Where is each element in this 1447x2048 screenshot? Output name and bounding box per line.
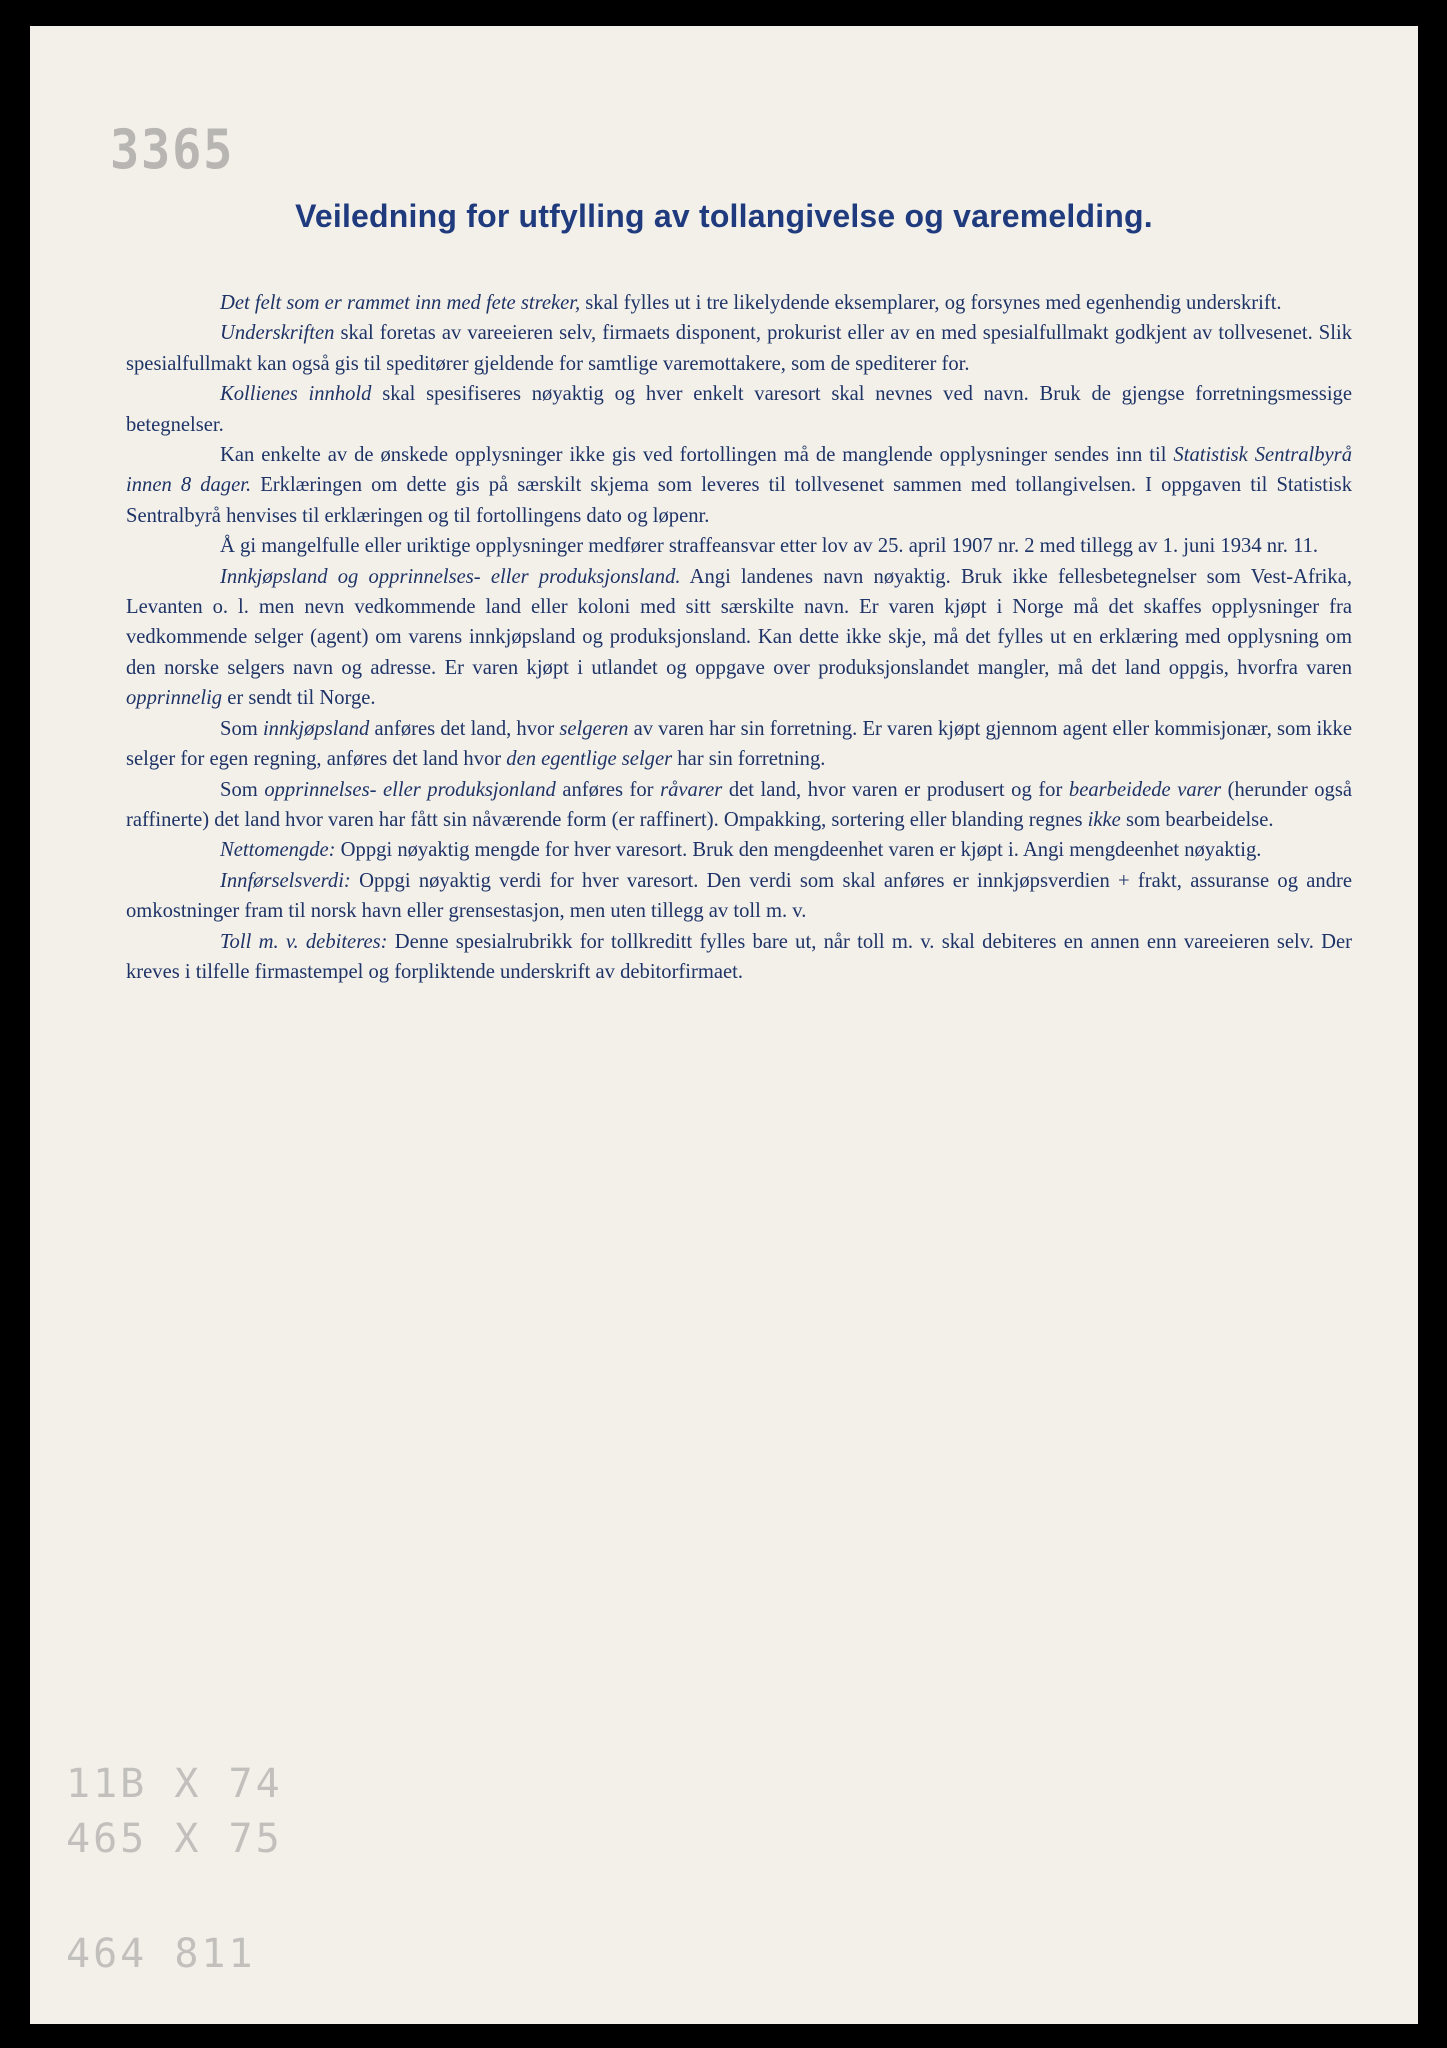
paragraph-text: Denne spesialrubrikk for tollkreditt fylles bare ut, når toll m. v. skal debiteres en annen enn vareeieren selv. Der kreves i tilfelle firmastempel og forpliktende underskrift av debitorfirmaet. xyxy=(126,930,1353,983)
paragraph xyxy=(126,440,1352,531)
emphasized-text: Statistisk Sentralbyrå innen 8 dager. xyxy=(126,444,1352,497)
paragraph-text: Å gi mangelfulle eller uriktige opplysninger medfører straffeansvar etter lov av 25. april 1907 nr. 2 med tillegg av 1. juni 1934 nr. 11. xyxy=(220,535,1319,558)
document-page xyxy=(30,26,1418,2024)
paragraph xyxy=(126,531,1352,561)
paragraph-text: skal foretas av vareeieren selv, firmaets disponent, prokurist eller av en med spesialfullmakt godkjent av tollvesenet. Slik spesialfullmakt kan også gis til speditører gjeldende for samtlige varemottakere, som de spediterer for. xyxy=(126,322,1352,375)
paragraph xyxy=(126,562,1352,714)
emphasized-text: Underskriften xyxy=(220,322,335,345)
emphasized-text: Det felt som er rammet inn med fete streker, xyxy=(220,292,581,314)
emphasized-text: den egentlige selger xyxy=(506,748,673,771)
paragraph xyxy=(126,379,1352,440)
paragraph-text: har sin forretning. xyxy=(672,748,826,771)
emphasized-text: opprinnelig xyxy=(126,687,223,710)
paragraph-text: Som xyxy=(220,778,265,801)
paragraph xyxy=(126,835,1352,865)
paragraph-text: Oppgi nøyaktig verdi for hver varesort. Den verdi som skal anføres er innkjøpsverdien + frakt, assuranse og andre omkostninger fram til norsk havn eller grensestasjon, men uten tillegg av toll m. v. xyxy=(126,869,1352,923)
paragraph xyxy=(126,775,1352,836)
paragraph-text: Erklæringen om dette gis på særskilt skjema som leveres til tollvesenet sammen med tollangivelsen. I oppgaven til Statistisk Sentralbyrå henvises til erklæringen og til fortollingens dato og løpenr. xyxy=(126,474,1352,527)
paragraph xyxy=(126,318,1352,379)
paragraph-text: det land, hvor varen er produsert og for xyxy=(722,778,1069,801)
emphasized-text: Innkjøpsland og opprinnelses- eller produksjonsland. xyxy=(220,565,681,588)
paragraph-text: av varen har sin forretning. Er varen kjøpt gjennom agent eller kommisjonær, som ikke selger for egen regning, anføres det land hvor xyxy=(126,717,1352,771)
emphasized-text: ikke xyxy=(1087,808,1121,831)
paragraph-text: Kan enkelte av de ønskede opplysninger ikke gis ved fortollingen må de manglende opplysninger sendes inn til xyxy=(220,444,1174,467)
paragraph-text: skal spesifiseres nøyaktig og hver enkelt varesort skal nevnes ved navn. Bruk de gjengse forretningsmessige betegnelser. xyxy=(126,383,1352,436)
paragraph xyxy=(126,927,1352,988)
emphasized-text: råvarer xyxy=(660,778,723,801)
paragraph-text: anføres det land, hvor xyxy=(369,717,560,740)
paragraph-text: Angi landenes navn nøyaktig. Bruk ikke fellesbetegnelser som Vest-Afrika, Levanten o. l. men nevn vedkommende land eller koloni med sitt særskilte navn. Er varen kjøpt i Norge må det skaffes opplysninger fra vedkommende selger (agent) om varens innkjøpsland og produksjonsland. Kan dette ikke skje, må det fylles ut en erklæring med opplysning om den norske selgers navn og adresse. Er varen kjøpt i utlandet og oppgave over produksjonslandet mangler, må det land oppgis, hvorfra varen xyxy=(126,565,1352,679)
paragraph-text: som bearbeidelse. xyxy=(1120,808,1274,831)
emphasized-text: Kollienes innhold xyxy=(220,383,372,406)
paragraph xyxy=(126,288,1352,318)
paragraph-text: (herunder også raffinerte) det land hvor varen har fått sin nåværende form (er raffinert). Ompakking, sortering eller blanding regnes xyxy=(126,778,1352,831)
page-title: Veiledning for utfylling av tollangivelse og varemelding. xyxy=(295,198,1153,234)
paragraph xyxy=(126,714,1352,775)
paragraph-text: Oppgi nøyaktig mengde for hver varesort. Bruk den mengdeenhet varen er kjøpt i. Angi mengdeenhet nøyaktig. xyxy=(335,839,1262,862)
emphasized-text: selgeren xyxy=(559,717,629,740)
handwritten-note: 465 X 75 xyxy=(66,1816,283,1862)
emphasized-text: Innførselsverdi: xyxy=(220,869,351,892)
paragraph-text: skal fylles ut i tre likelydende eksemplarer, og forsynes med egenhendig underskrift. xyxy=(580,292,1282,314)
instructions-body xyxy=(126,288,1352,987)
paragraph-text: er sendt til Norge. xyxy=(222,687,376,710)
emphasized-text: Toll m. v. debiteres: xyxy=(220,930,388,953)
stamp-number: 3365 xyxy=(110,118,235,181)
paragraph xyxy=(126,866,1352,927)
handwritten-note: 11B X 74 xyxy=(66,1761,283,1807)
paragraph-text: anføres for xyxy=(555,778,661,801)
handwritten-note: 464 811 xyxy=(66,1931,256,1977)
emphasized-text: Nettomengde: xyxy=(220,839,336,862)
emphasized-text: bearbeidede varer xyxy=(1068,778,1222,801)
emphasized-text: innkjøpsland xyxy=(262,717,370,740)
emphasized-text: opprinnelses- eller produksjonland xyxy=(264,778,556,801)
paragraph-text: Som xyxy=(220,717,263,740)
